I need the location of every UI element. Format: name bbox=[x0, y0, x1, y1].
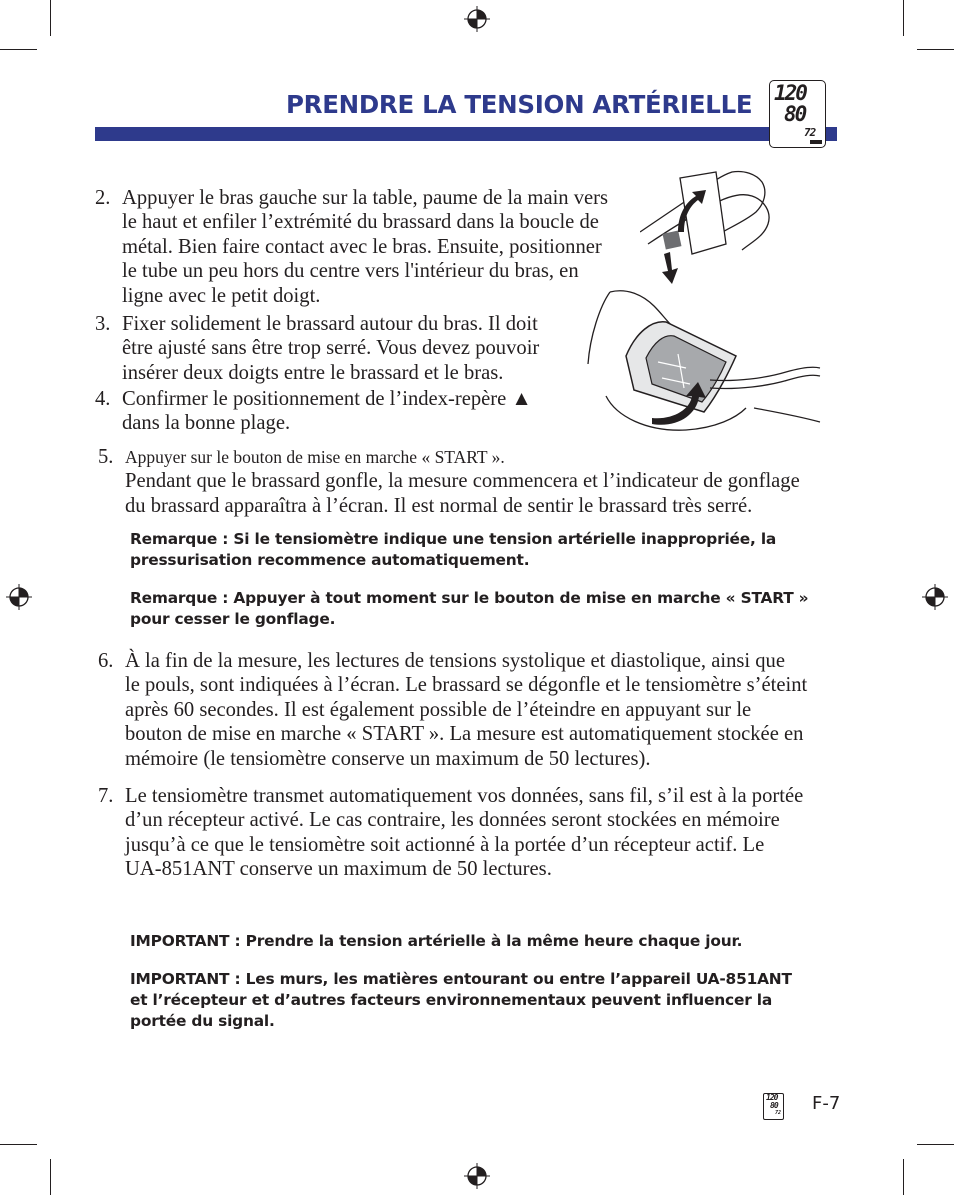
crop-mark-icon bbox=[50, 1159, 51, 1195]
mini-display-systolic: 120 bbox=[766, 1093, 778, 1102]
registration-mark-icon bbox=[464, 1163, 490, 1189]
step-7-line: jusqu’à ce que le tensiomètre soit actionné à la portée d’un récepteur actif. Le bbox=[125, 833, 765, 856]
note-line: IMPORTANT : Prendre la tension artérielle à la même heure chaque jour. bbox=[130, 932, 743, 950]
step-2 bbox=[95, 186, 608, 308]
step-5 bbox=[98, 445, 800, 518]
step-3-line: être ajusté sans être trop serré. Vous devez pouvoir bbox=[122, 337, 540, 360]
mini-display-pulse: 72 bbox=[775, 1110, 782, 1116]
step-7-number: 7. bbox=[98, 785, 114, 807]
registration-mark-icon bbox=[6, 584, 32, 610]
note-line: pour cesser le gonflage. bbox=[130, 610, 336, 628]
note-line: IMPORTANT : Les murs, les matières entourant ou entre l’appareil UA-851ANT bbox=[130, 970, 792, 988]
crop-mark-icon bbox=[903, 1159, 904, 1195]
note-remark-2 bbox=[130, 588, 808, 630]
display-pulse: 72 bbox=[804, 126, 816, 139]
step-2-line: ligne avec le petit doigt. bbox=[122, 284, 321, 307]
step-7-line: d’un récepteur activé. Le cas contraire, les données seront stockées en mémoire bbox=[125, 809, 780, 832]
step-5-line: Appuyer sur le bouton de mise en marche « START ». bbox=[125, 447, 505, 467]
step-7 bbox=[98, 784, 803, 882]
step-6-line: À la fin de la mesure, les lectures de tensions systolique et diastolique, ainsi que bbox=[125, 650, 785, 672]
bp-monitor-display-icon bbox=[769, 80, 826, 148]
step-6-line: après 60 secondes. Il est également possible de l’éteindre en appuyant sur le bbox=[125, 698, 752, 721]
display-diastolic: 80 bbox=[784, 102, 806, 126]
step-2-line: le haut et enfiler l’extrémité du brassard dans la boucle de bbox=[122, 211, 599, 234]
step-4 bbox=[95, 387, 532, 436]
display-battery bbox=[810, 140, 822, 144]
title-rule bbox=[95, 127, 837, 141]
mini-display-diastolic: 80 bbox=[770, 1101, 778, 1110]
step-2-line: Appuyer le bras gauche sur la table, paume de la main vers bbox=[122, 187, 609, 209]
step-3 bbox=[95, 312, 539, 385]
step-4-number: 4. bbox=[95, 388, 111, 410]
bp-monitor-display-icon bbox=[763, 1093, 784, 1120]
registration-mark-icon bbox=[464, 6, 490, 32]
step-5-line: Pendant que le brassard gonfle, la mesure commencera et l’indicateur de gonflage bbox=[125, 470, 800, 493]
registration-mark-icon bbox=[922, 584, 948, 610]
step-6-number: 6. bbox=[98, 650, 114, 672]
step-3-line: Fixer solidement le brassard autour du bras. Il doit bbox=[122, 313, 538, 335]
note-line: Remarque : Si le tensiomètre indique une tension artérielle inappropriée, la bbox=[130, 530, 777, 548]
step-6-line: mémoire (le tensiomètre conserve un maximum de 50 lectures). bbox=[125, 747, 651, 770]
display-systolic: 120 bbox=[774, 81, 806, 105]
crop-mark-icon bbox=[903, 0, 904, 36]
crop-mark-icon bbox=[917, 49, 954, 50]
step-2-number: 2. bbox=[95, 187, 111, 209]
step-7-line: Le tensiomètre transmet automatiquement vos données, sans fil, s’il est à la portée bbox=[125, 785, 804, 807]
step-4-line: Confirmer le positionnement de l’index-repère ▲ bbox=[122, 388, 532, 410]
step-3-line: insérer deux doigts entre le brassard et le bras. bbox=[122, 361, 504, 384]
crop-mark-icon bbox=[0, 1144, 37, 1145]
step-2-line: métal. Bien faire contact avec le bras. Ensuite, positionner bbox=[122, 235, 602, 258]
step-5-line: du brassard apparaîtra à l’écran. Il est normal de sentir le brassard très serré. bbox=[125, 494, 753, 517]
crop-mark-icon bbox=[917, 1144, 954, 1145]
page-title: PRENDRE LA TENSION ARTÉRIELLE bbox=[286, 90, 753, 119]
note-important-1 bbox=[130, 931, 742, 952]
note-line: portée du signal. bbox=[130, 1012, 275, 1030]
note-line: Remarque : Appuyer à tout moment sur le bouton de mise en marche « START » bbox=[130, 589, 809, 607]
step-6 bbox=[98, 649, 807, 771]
note-line: et l’récepteur et d’autres facteurs environnementaux peuvent influencer la bbox=[130, 991, 773, 1009]
step-6-line: bouton de mise en marche « START ». La mesure est automatiquement stockée en bbox=[125, 723, 804, 746]
arm-cuff-insert-illustration bbox=[640, 170, 780, 290]
arm-cuff-fasten-illustration bbox=[586, 286, 822, 436]
note-line: pressurisation recommence automatiquement. bbox=[130, 551, 530, 569]
step-5-number: 5. bbox=[98, 446, 114, 468]
step-3-number: 3. bbox=[95, 313, 111, 335]
crop-mark-icon bbox=[0, 49, 37, 50]
step-6-line: le pouls, sont indiquées à l’écran. Le brassard se dégonfle et le tensiomètre s’éteint bbox=[125, 674, 808, 697]
page-number: F-7 bbox=[812, 1093, 841, 1114]
step-4-line: dans la bonne plage. bbox=[122, 412, 291, 435]
note-important-2 bbox=[130, 969, 792, 1032]
note-remark-1 bbox=[130, 529, 776, 571]
step-2-line: le tube un peu hors du centre vers l'intérieur du bras, en bbox=[122, 260, 579, 283]
step-7-line: UA-851ANT conserve un maximum de 50 lectures. bbox=[125, 858, 552, 881]
crop-mark-icon bbox=[50, 0, 51, 36]
arrow-down-icon bbox=[662, 252, 678, 284]
